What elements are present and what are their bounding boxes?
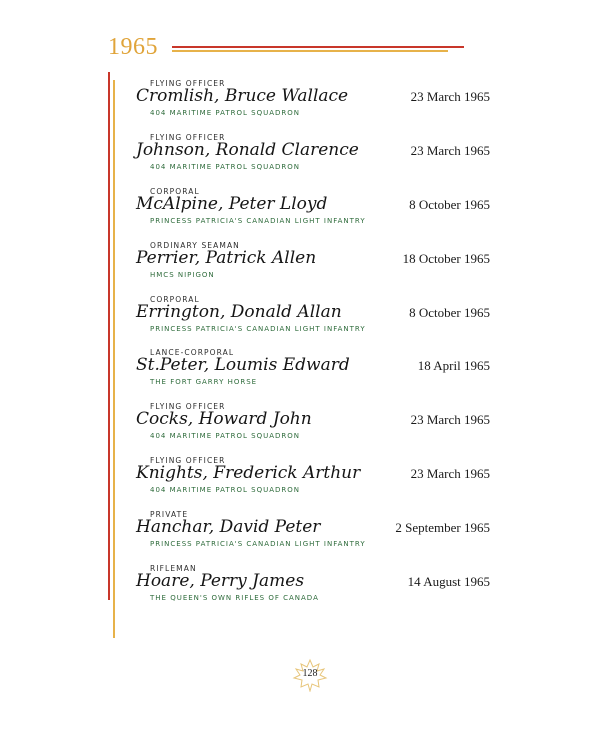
date-label: 2 September 1965 bbox=[395, 520, 490, 535]
date-label: 8 October 1965 bbox=[409, 305, 490, 320]
unit-label: PRINCESS PATRICIA'S CANADIAN LIGHT INFANTRY bbox=[150, 217, 366, 225]
memorial-entry bbox=[136, 241, 496, 293]
memorial-entry bbox=[136, 402, 496, 454]
page-year-heading: 1965 bbox=[108, 34, 158, 60]
person-name: McAlpine, Peter Lloyd bbox=[136, 194, 328, 214]
unit-label: 404 MARITIME PATROL SQUADRON bbox=[150, 109, 301, 117]
person-name: Hoare, Perry James bbox=[136, 571, 305, 591]
page-number-emblem bbox=[290, 658, 330, 692]
date-label: 23 March 1965 bbox=[410, 89, 490, 104]
person-name: Johnson, Ronald Clarence bbox=[136, 140, 359, 160]
memorial-entry bbox=[136, 79, 496, 131]
memorial-entry bbox=[136, 510, 496, 562]
date-label: 18 April 1965 bbox=[417, 358, 490, 373]
person-name: Cromlish, Bruce Wallace bbox=[136, 86, 349, 106]
rank-label: RIFLEMAN bbox=[150, 564, 197, 573]
margin-rule-gold bbox=[113, 80, 115, 638]
rank-label: LANCE-CORPORAL bbox=[150, 348, 235, 357]
unit-label: PRINCESS PATRICIA'S CANADIAN LIGHT INFANTRY bbox=[150, 325, 366, 333]
rank-label: FLYING OFFICER bbox=[150, 456, 226, 465]
rank-label: ORDINARY SEAMAN bbox=[150, 241, 240, 250]
person-name: St.Peter, Loumis Edward bbox=[136, 355, 350, 375]
date-label: 23 March 1965 bbox=[410, 143, 490, 158]
header-rule-red bbox=[172, 46, 464, 48]
memorial-entry bbox=[136, 564, 496, 616]
date-label: 18 October 1965 bbox=[402, 251, 490, 266]
page-number: 128 bbox=[302, 668, 318, 679]
rank-label: CORPORAL bbox=[150, 187, 200, 196]
person-name: Errington, Donald Allan bbox=[136, 302, 342, 322]
date-label: 8 October 1965 bbox=[409, 197, 490, 212]
rank-label: FLYING OFFICER bbox=[150, 402, 226, 411]
person-name: Perrier, Patrick Allen bbox=[136, 248, 317, 268]
unit-label: THE QUEEN'S OWN RIFLES OF CANADA bbox=[150, 594, 319, 602]
rank-label: CORPORAL bbox=[150, 295, 200, 304]
memorial-entry bbox=[136, 456, 496, 508]
header-rule-gold bbox=[172, 50, 448, 52]
unit-label: PRINCESS PATRICIA'S CANADIAN LIGHT INFANTRY bbox=[150, 540, 366, 548]
person-name: Hanchar, David Peter bbox=[136, 517, 321, 537]
person-name: Knights, Frederick Arthur bbox=[136, 463, 361, 483]
unit-label: THE FORT GARRY HORSE bbox=[150, 378, 258, 386]
unit-label: HMCS NIPIGON bbox=[150, 271, 215, 279]
margin-rule-red bbox=[108, 72, 110, 600]
memorial-entry bbox=[136, 295, 496, 347]
date-label: 23 March 1965 bbox=[410, 412, 490, 427]
memorial-entry bbox=[136, 348, 496, 400]
unit-label: 404 MARITIME PATROL SQUADRON bbox=[150, 486, 301, 494]
date-label: 14 August 1965 bbox=[407, 574, 490, 589]
unit-label: 404 MARITIME PATROL SQUADRON bbox=[150, 163, 301, 171]
rank-label: FLYING OFFICER bbox=[150, 133, 226, 142]
date-label: 23 March 1965 bbox=[410, 466, 490, 481]
memorial-entry bbox=[136, 133, 496, 185]
unit-label: 404 MARITIME PATROL SQUADRON bbox=[150, 432, 301, 440]
memorial-entry bbox=[136, 187, 496, 239]
rank-label: FLYING OFFICER bbox=[150, 79, 226, 88]
rank-label: PRIVATE bbox=[150, 510, 189, 519]
person-name: Cocks, Howard John bbox=[136, 409, 312, 429]
